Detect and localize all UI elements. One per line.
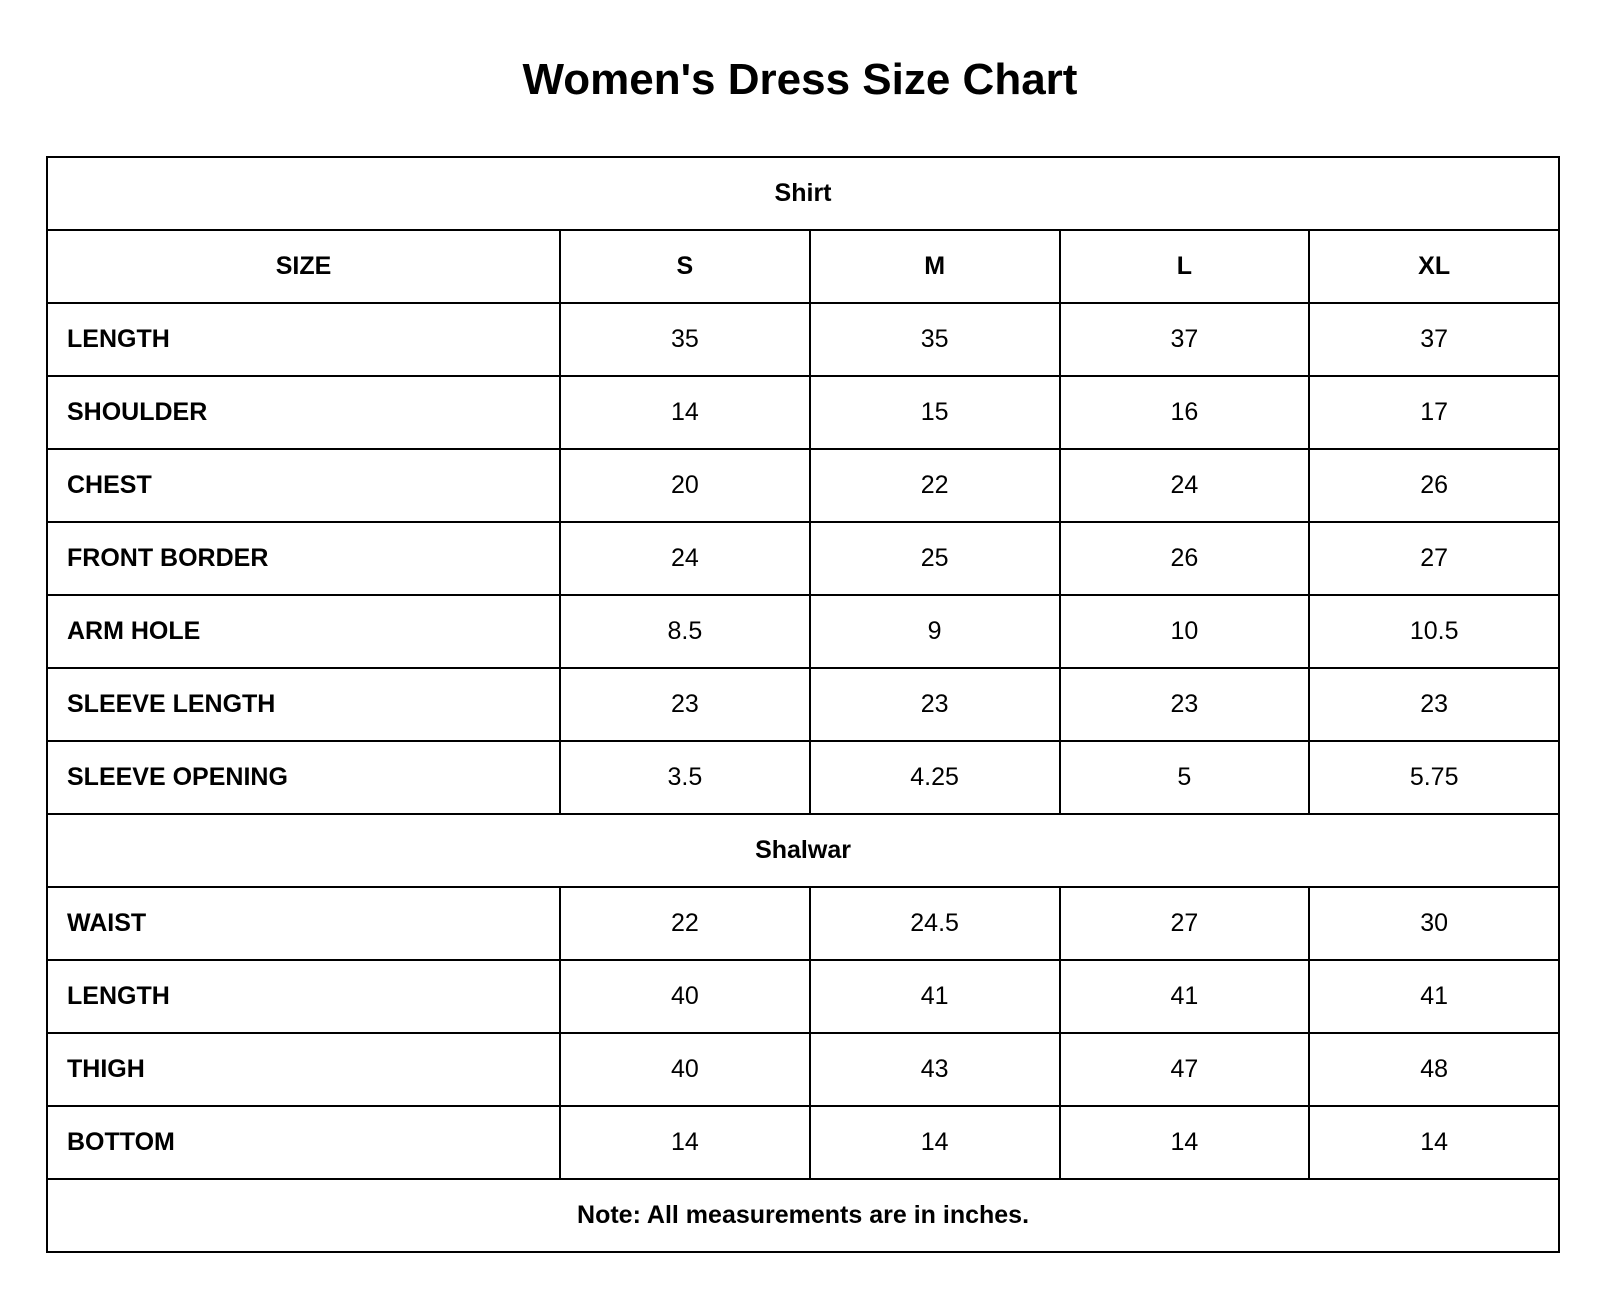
table-cell: 35	[560, 303, 810, 376]
table-cell: 10.5	[1309, 595, 1559, 668]
table-cell: 17	[1309, 376, 1559, 449]
table-cell: 37	[1060, 303, 1310, 376]
table-cell: 41	[1060, 960, 1310, 1033]
table-cell: 27	[1060, 887, 1310, 960]
row-label: THIGH	[47, 1033, 560, 1106]
table-cell: 20	[560, 449, 810, 522]
table-cell: 23	[810, 668, 1060, 741]
shalwar-section-row	[47, 814, 1559, 887]
table-cell: 23	[1060, 668, 1310, 741]
table-cell: 14	[810, 1106, 1060, 1179]
shalwar-section-heading: Shalwar	[47, 814, 1559, 887]
table-row	[47, 960, 1559, 1033]
table-cell: 5	[1060, 741, 1310, 814]
table-cell: 14	[560, 1106, 810, 1179]
size-header-label: SIZE	[47, 230, 560, 303]
table-row	[47, 522, 1559, 595]
table-cell: 22	[810, 449, 1060, 522]
size-chart-table	[46, 156, 1560, 1253]
table-cell: 24	[560, 522, 810, 595]
row-label: SLEEVE OPENING	[47, 741, 560, 814]
table-cell: 9	[810, 595, 1060, 668]
table-cell: 8.5	[560, 595, 810, 668]
row-label: ARM HOLE	[47, 595, 560, 668]
table-cell: 40	[560, 1033, 810, 1106]
table-row	[47, 303, 1559, 376]
table-cell: 47	[1060, 1033, 1310, 1106]
row-label: SHOULDER	[47, 376, 560, 449]
table-row	[47, 668, 1559, 741]
table-cell: 16	[1060, 376, 1310, 449]
table-row	[47, 887, 1559, 960]
shirt-section-row	[47, 157, 1559, 230]
table-row	[47, 1033, 1559, 1106]
table-cell: 40	[560, 960, 810, 1033]
table-cell: 48	[1309, 1033, 1559, 1106]
table-cell: 14	[1060, 1106, 1310, 1179]
table-cell: 30	[1309, 887, 1559, 960]
row-label: LENGTH	[47, 303, 560, 376]
table-row	[47, 741, 1559, 814]
table-cell: 26	[1060, 522, 1310, 595]
table-cell: 22	[560, 887, 810, 960]
size-header-s: S	[560, 230, 810, 303]
table-cell: 41	[810, 960, 1060, 1033]
table-cell: 3.5	[560, 741, 810, 814]
row-label: SLEEVE LENGTH	[47, 668, 560, 741]
size-header-row	[47, 230, 1559, 303]
table-cell: 35	[810, 303, 1060, 376]
table-row	[47, 376, 1559, 449]
page-title: Women's Dress Size Chart	[522, 55, 1078, 104]
row-label: BOTTOM	[47, 1106, 560, 1179]
table-cell: 4.25	[810, 741, 1060, 814]
shirt-section-heading: Shirt	[47, 157, 1559, 230]
table-cell: 14	[1309, 1106, 1559, 1179]
table-cell: 5.75	[1309, 741, 1559, 814]
table-cell: 27	[1309, 522, 1559, 595]
table-cell: 25	[810, 522, 1060, 595]
table-cell: 15	[810, 376, 1060, 449]
measurement-note: Note: All measurements are in inches.	[47, 1179, 1559, 1252]
table-cell: 23	[560, 668, 810, 741]
table-row	[47, 449, 1559, 522]
note-row	[47, 1179, 1559, 1252]
row-label: FRONT BORDER	[47, 522, 560, 595]
table-cell: 41	[1309, 960, 1559, 1033]
row-label: CHEST	[47, 449, 560, 522]
table-cell: 10	[1060, 595, 1310, 668]
row-label: WAIST	[47, 887, 560, 960]
row-label: LENGTH	[47, 960, 560, 1033]
table-cell: 14	[560, 376, 810, 449]
table-row	[47, 1106, 1559, 1179]
table-cell: 24.5	[810, 887, 1060, 960]
size-header-m: M	[810, 230, 1060, 303]
table-cell: 24	[1060, 449, 1310, 522]
size-header-l: L	[1060, 230, 1310, 303]
table-cell: 23	[1309, 668, 1559, 741]
size-header-xl: XL	[1309, 230, 1559, 303]
table-cell: 43	[810, 1033, 1060, 1106]
table-row	[47, 595, 1559, 668]
table-cell: 26	[1309, 449, 1559, 522]
table-cell: 37	[1309, 303, 1559, 376]
